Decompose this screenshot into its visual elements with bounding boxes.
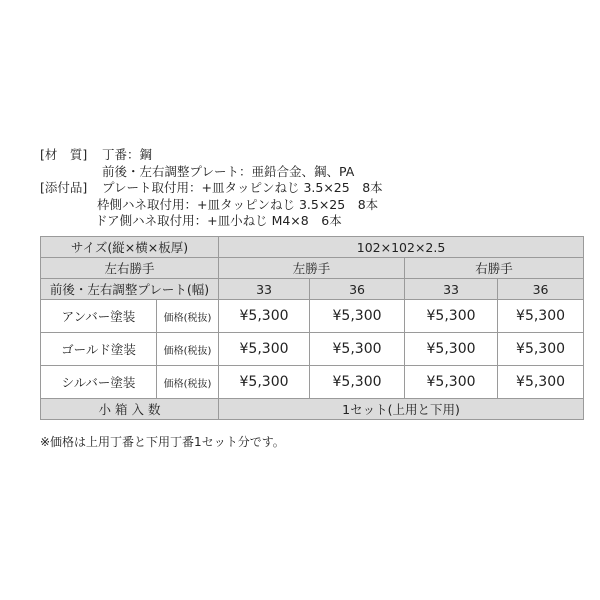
accessories-line1: プレート取付用：+皿タッピンねじ 3.5×25 8本 bbox=[102, 180, 383, 195]
box-quantity-value: 1セット(上用と下用) bbox=[219, 399, 584, 420]
price-cell: ¥5,300 bbox=[405, 300, 498, 333]
specs-block bbox=[40, 147, 383, 230]
finish-name: シルバー塗装 bbox=[41, 366, 157, 399]
hand-label: 左右勝手 bbox=[41, 258, 219, 279]
finish-row-amber bbox=[41, 300, 584, 333]
material-line2: 前後・左右調整プレート：亜鉛合金、鋼、PA bbox=[102, 163, 355, 179]
accessories-line3: ドア側ハネ取付用：+皿小ねじ M4×8 6本 bbox=[95, 213, 342, 228]
plate-width-label: 前後・左右調整プレート(幅) bbox=[41, 279, 219, 300]
width-cell: 33 bbox=[219, 279, 310, 300]
width-cell: 36 bbox=[310, 279, 405, 300]
price-cell: ¥5,300 bbox=[498, 300, 584, 333]
finish-name: アンバー塗装 bbox=[41, 300, 157, 333]
size-row bbox=[41, 237, 584, 258]
finish-row-gold bbox=[41, 333, 584, 366]
finish-row-silver bbox=[41, 366, 584, 399]
finish-name: ゴールド塗装 bbox=[41, 333, 157, 366]
accessories-line2: 枠側ハネ取付用：+皿タッピンねじ 3.5×25 8本 bbox=[97, 196, 379, 212]
material-line1: 丁番：鋼 bbox=[102, 147, 153, 162]
spec-material-row bbox=[40, 147, 383, 164]
price-label: 価格(税抜) bbox=[157, 333, 219, 366]
price-cell: ¥5,300 bbox=[498, 366, 584, 399]
price-cell: ¥5,300 bbox=[405, 366, 498, 399]
price-cell: ¥5,300 bbox=[310, 300, 405, 333]
price-cell: ¥5,300 bbox=[310, 333, 405, 366]
price-cell: ¥5,300 bbox=[498, 333, 584, 366]
price-cell: ¥5,300 bbox=[219, 366, 310, 399]
price-cell: ¥5,300 bbox=[219, 300, 310, 333]
width-cell: 33 bbox=[405, 279, 498, 300]
accessories-label: [添付品] bbox=[40, 180, 88, 195]
price-label: 価格(税抜) bbox=[157, 300, 219, 333]
price-cell: ¥5,300 bbox=[219, 333, 310, 366]
price-cell: ¥5,300 bbox=[310, 366, 405, 399]
hand-row bbox=[41, 258, 584, 279]
price-label: 価格(税抜) bbox=[157, 366, 219, 399]
size-value: 102×102×2.5 bbox=[219, 237, 584, 258]
plate-width-row bbox=[41, 279, 584, 300]
box-quantity-label: 小 箱 入 数 bbox=[41, 399, 219, 420]
box-quantity-row bbox=[41, 399, 584, 420]
right-hand-header: 右勝手 bbox=[405, 258, 584, 279]
left-hand-header: 左勝手 bbox=[219, 258, 405, 279]
spec-accessories-row bbox=[40, 180, 383, 197]
width-cell: 36 bbox=[498, 279, 584, 300]
size-label: サイズ(縦×横×板厚) bbox=[41, 237, 219, 258]
price-table bbox=[40, 236, 584, 420]
price-cell: ¥5,300 bbox=[405, 333, 498, 366]
price-note: ※価格は上用丁番と下用丁番1セット分です。 bbox=[40, 435, 285, 449]
material-label: [材 質] bbox=[40, 147, 88, 162]
